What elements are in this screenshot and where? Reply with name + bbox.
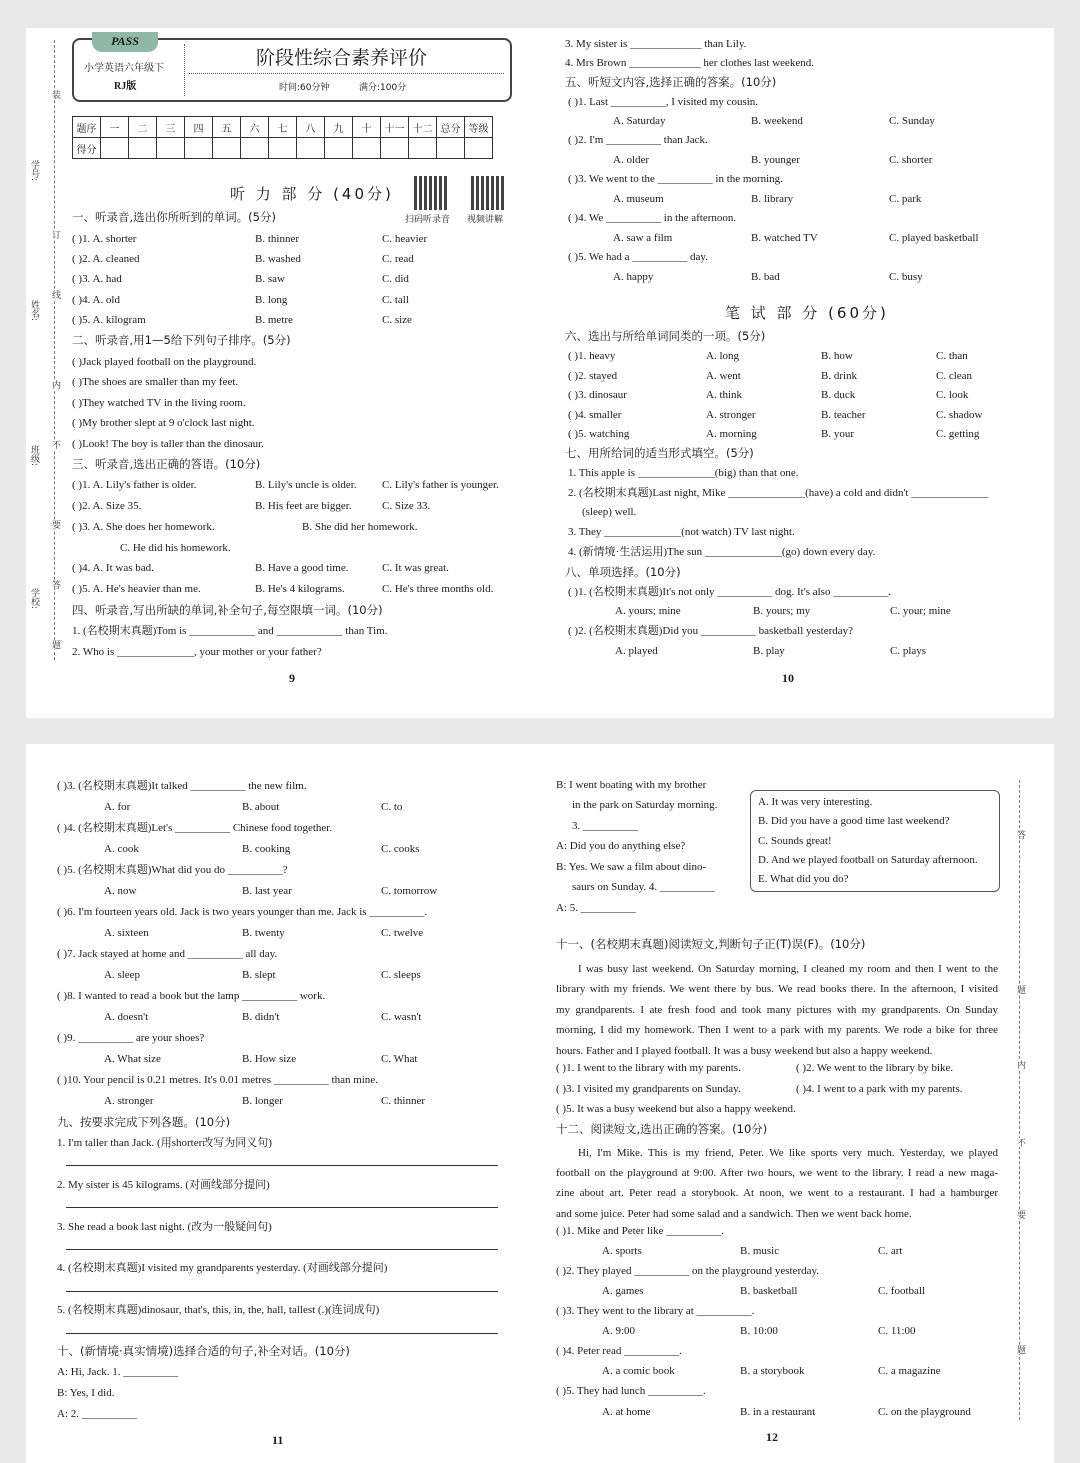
answer-option: B. about xyxy=(242,801,280,813)
answer-option: B. younger xyxy=(751,154,800,166)
page-number-11: 11 xyxy=(272,1433,284,1447)
answer-option: C. heavier xyxy=(382,233,428,245)
text-line: A: Did you do anything else? xyxy=(556,840,686,852)
score-header-cell: 六 xyxy=(241,117,269,138)
answer-option: C. than xyxy=(936,350,968,362)
answer-option: C. Size 33. xyxy=(382,500,431,512)
text-line: 4. Mrs Brown _____________ her clothes last weekend. xyxy=(565,57,814,69)
answer-option: B. weekend xyxy=(751,115,803,127)
binding-mark: 答 xyxy=(1015,830,1025,839)
score-input-cell[interactable] xyxy=(353,138,381,159)
answer-line-3[interactable] xyxy=(66,1249,498,1250)
text-line: 2. My sister is 45 kilograms. (对画线部分提问) xyxy=(57,1179,270,1191)
answer-option: C. a magazine xyxy=(878,1365,941,1377)
score-header-cell: 二 xyxy=(129,117,157,138)
passage-2-line: Hi, I'm Mike. This is my friend, Peter. We like sports very much. Yesterday, we played xyxy=(578,1147,998,1159)
qr-audio-label: 扫码听录音 xyxy=(405,215,451,225)
answer-option: C. thinner xyxy=(381,1095,425,1107)
answer-option: B. He's 4 kilograms. xyxy=(255,583,345,595)
text-line: 1. (名校期末真题)Tom is ____________ and ____________ than Tim. xyxy=(72,625,388,637)
answer-option: B. cooking xyxy=(242,843,291,855)
answer-option: B. a storybook xyxy=(740,1365,805,1377)
text-line: B: Yes. We saw a film about dino- xyxy=(556,861,707,873)
answer-option: A. museum xyxy=(613,193,664,205)
score-input-cell[interactable] xyxy=(129,138,157,159)
question-item: ( )3. (名校期末真题)It talked __________ the new film. xyxy=(57,780,307,792)
answer-option: B. long xyxy=(255,294,288,306)
pass-logo: PASS xyxy=(92,32,158,52)
section-heading: 七、用所给词的适当形式填空。(5分) xyxy=(565,446,754,460)
question-item: ( )They watched TV in the living room. xyxy=(72,397,246,409)
qr-code-video xyxy=(471,176,505,210)
answer-option: C. He did his homework. xyxy=(120,542,231,554)
answer-option: A. played xyxy=(615,645,658,657)
text-line: A: 2. __________ xyxy=(57,1408,137,1420)
question-item: ( )5. It was a busy weekend but also a happy weekend. xyxy=(556,1103,796,1115)
exam-full-score: 满分:100分 xyxy=(359,83,407,93)
text-line: A: 5. __________ xyxy=(556,902,636,914)
question-item: ( )1. A. Lily's father is older. xyxy=(72,479,197,491)
answer-option: B. She did her homework. xyxy=(302,521,418,533)
score-header-cell: 十 xyxy=(353,117,381,138)
text-line: saurs on Sunday. 4. __________ xyxy=(572,881,715,893)
score-input-cell[interactable] xyxy=(213,138,241,159)
answer-option: C. tomorrow xyxy=(381,885,438,897)
passage-1-line: my grandparents. I ate fresh food and took many pictures with my grandparents. On Sunday xyxy=(556,1003,998,1016)
page-number-9: 9 xyxy=(289,671,295,685)
answer-option: B. slept xyxy=(242,969,276,981)
answer-option: A. What size xyxy=(104,1053,161,1065)
answer-option: C. sleeps xyxy=(381,969,421,981)
answer-option: B. teacher xyxy=(821,409,866,421)
binding-mark: 题 xyxy=(1015,1345,1025,1354)
answer-option: A. Saturday xyxy=(613,115,666,127)
score-header-cell: 五 xyxy=(213,117,241,138)
page-number-12: 12 xyxy=(766,1430,778,1444)
question-item: ( )10. Your pencil is 0.21 metres. It's 0.01 metres __________ than mine. xyxy=(57,1074,378,1086)
binding-mark: 内 xyxy=(1015,1060,1025,1069)
score-input-cell[interactable] xyxy=(185,138,213,159)
answer-option: B. didn't xyxy=(242,1011,280,1023)
question-item: ( )3. They went to the library at __________. xyxy=(556,1305,755,1317)
answer-option: A. a comic book xyxy=(602,1365,675,1377)
binding-mark: 要 xyxy=(1015,1210,1025,1219)
answer-option: B. How size xyxy=(242,1053,297,1065)
binding-mark: 题 xyxy=(50,640,60,649)
binding-mark: 要 xyxy=(50,520,60,529)
text-line: 3. __________ xyxy=(572,820,638,832)
answer-option: B. thinner xyxy=(255,233,299,245)
answer-option: C. played basketball xyxy=(889,232,979,244)
answer-line-5[interactable] xyxy=(66,1333,498,1334)
binding-mark: 答 xyxy=(50,580,60,589)
answer-option: C. Lily's father is younger. xyxy=(382,479,499,491)
answer-option: C. did xyxy=(382,273,409,285)
answer-option: B. yours; my xyxy=(753,605,811,617)
side-label-school: 学校: xyxy=(29,588,39,610)
answer-option: A. cook xyxy=(104,843,139,855)
section-heading: 十、(新情境·真实情境)选择合适的句子,补全对话。(10分) xyxy=(57,1344,350,1358)
question-item: ( )4. I went to a park with my parents. xyxy=(796,1083,963,1095)
binding-mark: 线 xyxy=(50,290,60,299)
answer-option: A. now xyxy=(104,885,137,897)
answer-option: B. bad xyxy=(751,271,780,283)
question-item: ( )5. (名校期末真题)What did you do __________? xyxy=(57,864,288,876)
text-line: 2. Who is ______________, your mother or your father? xyxy=(72,646,322,658)
question-item: ( )4. A. It was bad. xyxy=(72,562,154,574)
question-item: ( )2. We went to the library by bike. xyxy=(796,1062,954,1074)
score-input-cell[interactable] xyxy=(465,138,493,159)
section-heading: 二、听录音,用1—5给下列句子排序。(5分) xyxy=(72,333,291,347)
exam-header xyxy=(72,34,512,102)
answer-line-4[interactable] xyxy=(66,1291,498,1292)
question-item: ( )1. Mike and Peter like __________. xyxy=(556,1225,725,1237)
passage-1-line: I was busy last weekend. On Saturday morning, I cleaned my room and then I went to the xyxy=(578,963,998,975)
question-item: ( )8. I wanted to read a book but the lamp __________ work. xyxy=(57,990,326,1002)
question-item: (sleep) well. xyxy=(582,506,637,518)
question-item: ( )My brother slept at 9 o'clock last night. xyxy=(72,417,255,429)
score-row-label: 得分 xyxy=(73,138,101,159)
edition: RJ版 xyxy=(114,81,137,92)
question-item: ( )1. A. shorter xyxy=(72,233,137,245)
score-header-cell: 十二 xyxy=(409,117,437,138)
answer-option: A. think xyxy=(706,389,743,401)
answer-option: C. shadow xyxy=(936,409,983,421)
answer-option: C. 11:00 xyxy=(878,1325,916,1337)
text-line: 1. I'm taller than Jack. (用shorter改写为同义句) xyxy=(57,1137,272,1149)
question-item: ( )4. Peter read __________. xyxy=(556,1345,682,1357)
question-item: ( )1. heavy xyxy=(568,350,616,362)
score-input-cell[interactable] xyxy=(409,138,437,159)
score-header-cell: 总分 xyxy=(437,117,465,138)
answer-option: B. Have a good time. xyxy=(255,562,349,574)
question-item: ( )2. I'm __________ than Jack. xyxy=(568,134,708,146)
question-item: ( )1. I went to the library with my parents. xyxy=(556,1062,741,1074)
answer-option: B. your xyxy=(821,428,854,440)
score-input-cell[interactable] xyxy=(101,138,129,159)
answer-option: B. basketball xyxy=(740,1285,798,1297)
text-line: 4. (新情境·生活运用)The sun ______________(go) down every day. xyxy=(568,546,876,558)
question-item: ( )3. A. had xyxy=(72,273,122,285)
question-item: ( )2. stayed xyxy=(568,370,618,382)
answer-option: A. long xyxy=(706,350,739,362)
score-input-cell[interactable] xyxy=(241,138,269,159)
answer-option: C. twelve xyxy=(381,927,424,939)
question-item: ( )5. We had a __________ day. xyxy=(568,251,708,263)
text-line: B: Yes, I did. xyxy=(57,1387,115,1399)
question-item: ( )3. We went to the __________ in the morning. xyxy=(568,173,783,185)
section-heading: 一、听录音,选出你所听到的单词。(5分) xyxy=(72,210,276,224)
score-table xyxy=(72,116,493,159)
passage-2-line: zine about art. Peter read a storybook. At noon, we went to a restaurant. I had a hamburger xyxy=(556,1187,998,1200)
answer-option: B. saw xyxy=(255,273,285,285)
score-input-cell[interactable] xyxy=(437,138,465,159)
text-line: 1. This apple is ______________(big) than that one. xyxy=(568,467,799,479)
section-heading: 五、听短文内容,选择正确的答案。(10分) xyxy=(565,75,777,89)
text-line: 2. (名校期末真题)Last night, Mike ______________(have) a cold and didn't ______________ xyxy=(568,487,989,499)
passage-2-line: football on the playground at 9:00. After two hours, we went to the library. I read a new maga- xyxy=(556,1167,998,1180)
answer-option: C. your; mine xyxy=(890,605,951,617)
writing-section-title: 笔 试 部 分 (60分) xyxy=(725,304,889,322)
answer-option: C. football xyxy=(878,1285,926,1297)
answer-option: C. art xyxy=(878,1245,903,1257)
score-input-cell[interactable] xyxy=(381,138,409,159)
answer-option: A. older xyxy=(613,154,650,166)
question-item: ( )9. __________ are your shoes? xyxy=(57,1032,205,1044)
answer-option: B. 10:00 xyxy=(740,1325,778,1337)
answer-option: C. wasn't xyxy=(381,1011,422,1023)
answer-option: C. park xyxy=(889,193,922,205)
answer-option: A. stronger xyxy=(104,1095,154,1107)
section-heading: 四、听录音,写出所缺的单词,补全句子,每空限填一词。(10分) xyxy=(72,603,383,617)
answer-option: C. read xyxy=(382,253,414,265)
question-item: ( )2. A. cleaned xyxy=(72,253,140,265)
answer-option: A. morning xyxy=(706,428,757,440)
answer-option: B. music xyxy=(740,1245,780,1257)
score-header-cell: 四 xyxy=(185,117,213,138)
answer-option: C. busy xyxy=(889,271,923,283)
dialogue-option: B. Did you have a good time last weekend? xyxy=(758,815,950,827)
question-item: ( )1. (名校期末真题)It's not only __________ dog. It's also __________. xyxy=(568,586,891,598)
score-header-cell: 三 xyxy=(157,117,185,138)
answer-option: A. went xyxy=(706,370,741,382)
answer-option: C. on the playground xyxy=(878,1406,971,1418)
exam-time: 时间:60分钟 xyxy=(279,83,330,93)
answer-option: B. twenty xyxy=(242,927,285,939)
answer-option: C. size xyxy=(382,314,412,326)
answer-option: C. Sunday xyxy=(889,115,935,127)
dialogue-option: A. It was very interesting. xyxy=(758,796,873,808)
question-item: ( )6. I'm fourteen years old. Jack is two years younger than me. Jack is __________. xyxy=(57,906,428,918)
passage-2-line: and some juice. Peter had some salad and a sandwich. Then we went back home. xyxy=(556,1207,912,1220)
dialogue-option: E. What did you do? xyxy=(758,873,849,885)
question-item: ( )2. (名校期末真题)Did you __________ basketball yesterday? xyxy=(568,625,854,637)
question-item: ( )4. smaller xyxy=(568,409,622,421)
question-item: ( )3. I visited my grandparents on Sunday. xyxy=(556,1083,741,1095)
dialogue-option: C. Sounds great! xyxy=(758,835,832,847)
answer-option: A. happy xyxy=(613,271,654,283)
binding-mark: 内 xyxy=(50,380,60,389)
answer-option: A. saw a film xyxy=(613,232,673,244)
text-line: 3. They ______________(not watch) TV last night. xyxy=(568,526,795,538)
score-input-cell[interactable] xyxy=(325,138,353,159)
answer-option: B. in a restaurant xyxy=(740,1406,816,1418)
text-line: A: Hi, Jack. 1. __________ xyxy=(57,1366,179,1378)
binding-mark: 不 xyxy=(1015,1138,1025,1147)
answer-option: B. how xyxy=(821,350,853,362)
score-header-cell: 十一 xyxy=(381,117,409,138)
question-item: ( )5. watching xyxy=(568,428,630,440)
answer-option: A. sports xyxy=(602,1245,642,1257)
score-header-cell: 七 xyxy=(269,117,297,138)
score-header-cell: 一 xyxy=(101,117,129,138)
answer-option: A. sleep xyxy=(104,969,141,981)
binding-line-right xyxy=(1019,780,1020,1420)
text-line: 3. My sister is _____________ than Lily. xyxy=(565,38,747,50)
score-input-cell[interactable] xyxy=(269,138,297,159)
binding-mark: 装 xyxy=(50,90,60,99)
question-item: ( )4. We __________ in the afternoon. xyxy=(568,212,737,224)
text-line: 4. (名校期末真题)I visited my grandparents yesterday. (对画线部分提问) xyxy=(57,1262,388,1274)
score-header-cell: 等级 xyxy=(465,117,493,138)
answer-option: C. to xyxy=(381,801,403,813)
answer-option: B. library xyxy=(751,193,794,205)
question-item: ( )Look! The boy is taller than the dinosaur. xyxy=(72,438,264,450)
score-header-cell: 题序 xyxy=(73,117,101,138)
answer-option: C. shorter xyxy=(889,154,933,166)
page-number-10: 10 xyxy=(782,671,794,685)
answer-option: B. play xyxy=(753,645,785,657)
question-item: ( )1. Last __________, I visited my cousin. xyxy=(568,96,759,108)
question-item: ( )The shoes are smaller than my feet. xyxy=(72,376,239,388)
answer-option: C. It was great. xyxy=(382,562,449,574)
section-heading: 十一、(名校期末真题)阅读短文,判断句子正(T)误(F)。(10分) xyxy=(556,937,866,951)
question-item: ( )5. A. He's heavier than me. xyxy=(72,583,201,595)
answer-option: A. stronger xyxy=(706,409,756,421)
answer-option: C. clean xyxy=(936,370,973,382)
section-heading: 六、选出与所给单词同类的一项。(5分) xyxy=(565,329,766,343)
side-label-id: 学号: xyxy=(29,160,39,182)
answer-option: B. last year xyxy=(242,885,292,897)
side-label-class: 班级: xyxy=(29,445,39,467)
listening-section-title: 听 力 部 分 (40分) xyxy=(230,185,394,203)
answer-line-2[interactable] xyxy=(66,1207,498,1208)
answer-option: B. duck xyxy=(821,389,856,401)
binding-line-left xyxy=(54,40,55,660)
qr-code-audio xyxy=(414,176,448,210)
answer-option: B. Lily's uncle is older. xyxy=(255,479,357,491)
answer-option: C. plays xyxy=(890,645,927,657)
section-heading: 九、按要求完成下列各题。(10分) xyxy=(57,1115,231,1129)
answer-option: C. getting xyxy=(936,428,980,440)
answer-option: B. drink xyxy=(821,370,858,382)
answer-option: A. 9:00 xyxy=(602,1325,635,1337)
dialogue-option: D. And we played football on Saturday afternoon. xyxy=(758,854,978,866)
section-heading: 八、单项选择。(10分) xyxy=(565,565,681,579)
subject: 小学英语六年级下 xyxy=(84,63,164,74)
answer-option: B. watched TV xyxy=(751,232,818,244)
question-item: ( )5. They had lunch __________. xyxy=(556,1385,706,1397)
answer-option: A. at home xyxy=(602,1406,651,1418)
side-label-name: 姓名: xyxy=(29,300,39,322)
question-item: ( )7. Jack stayed at home and __________ all day. xyxy=(57,948,278,960)
question-item: ( )Jack played football on the playground. xyxy=(72,356,257,368)
text-line: in the park on Saturday morning. xyxy=(572,799,718,811)
qr-video-label: 视频讲解 xyxy=(467,215,504,225)
binding-mark: 订 xyxy=(50,230,60,239)
binding-mark: 题 xyxy=(1015,985,1025,994)
text-line: 5. (名校期末真题)dinosaur, that's, this, in, the, hall, tallest (.)(连词成句) xyxy=(57,1304,380,1316)
answer-option: C. What xyxy=(381,1053,418,1065)
section-heading: 三、听录音,选出正确的答语。(10分) xyxy=(72,457,261,471)
answer-option: A. doesn't xyxy=(104,1011,149,1023)
question-item: ( )2. They played __________ on the playground yesterday. xyxy=(556,1265,820,1277)
answer-option: A. games xyxy=(602,1285,644,1297)
score-header-cell: 九 xyxy=(325,117,353,138)
section-heading: 十二、阅读短文,选出正确的答案。(10分) xyxy=(556,1122,768,1136)
passage-1-line: hours. Father and I played football. It was a busy weekend but also a happy weekend. xyxy=(556,1044,933,1057)
binding-mark: 不 xyxy=(50,440,60,449)
score-header-cell: 八 xyxy=(297,117,325,138)
answer-option: B. washed xyxy=(255,253,301,265)
passage-1-line: morning, I did my homework. Then I went to a park with my parents. We rode a bike for three xyxy=(556,1024,998,1037)
answer-option: C. look xyxy=(936,389,969,401)
answer-option: A. sixteen xyxy=(104,927,149,939)
question-item: ( )4. (名校期末真题)Let's __________ Chinese food together. xyxy=(57,822,333,834)
answer-option: B. longer xyxy=(242,1095,283,1107)
question-item: ( )2. A. Size 35. xyxy=(72,500,142,512)
answer-option: C. He's three months old. xyxy=(382,583,494,595)
question-item: ( )3. dinosaur xyxy=(568,389,627,401)
score-input-cell[interactable] xyxy=(157,138,185,159)
answer-option: B. His feet are bigger. xyxy=(255,500,352,512)
exam-title: 阶段性综合素养评价 xyxy=(256,47,428,69)
answer-option: C. cooks xyxy=(381,843,420,855)
answer-line-1[interactable] xyxy=(66,1165,498,1166)
question-item: ( )5. A. kilogram xyxy=(72,314,146,326)
question-item: ( )4. A. old xyxy=(72,294,120,306)
answer-option: B. metre xyxy=(255,314,293,326)
passage-1-line: library with my friends. We went there by bus. We read books there. In the afternoon, I visited xyxy=(556,983,998,996)
text-line: 3. She read a book last night. (改为一般疑问句) xyxy=(57,1221,272,1233)
answer-option: C. tall xyxy=(382,294,409,306)
score-input-cell[interactable] xyxy=(297,138,325,159)
text-line: B: I went boating with my brother xyxy=(556,779,707,791)
answer-option: A. for xyxy=(104,801,131,813)
question-item: ( )3. A. She does her homework. xyxy=(72,521,215,533)
answer-option: A. yours; mine xyxy=(615,605,681,617)
